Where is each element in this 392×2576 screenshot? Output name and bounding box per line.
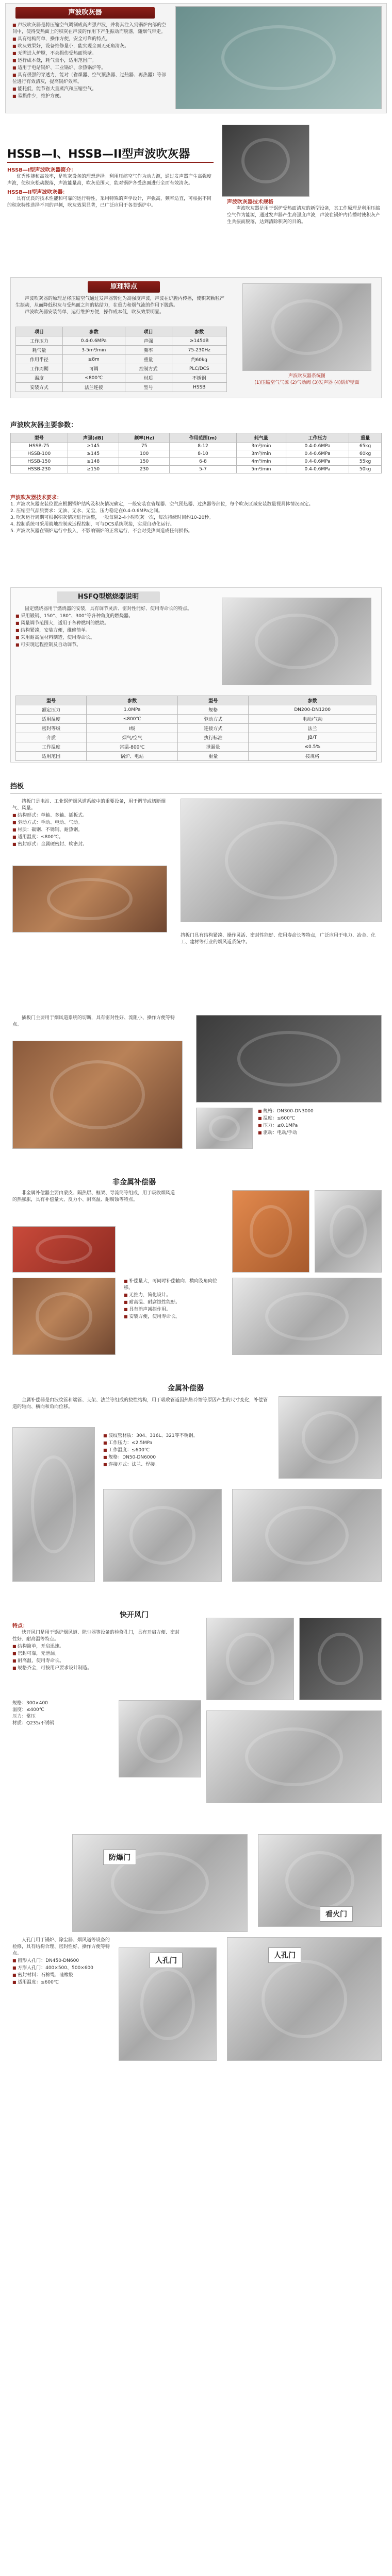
table-cell: 0.4-0.6MPa bbox=[62, 336, 125, 346]
spec-item: 温度：≤400℃ bbox=[12, 1707, 44, 1713]
table-cell: 介质 bbox=[16, 733, 87, 742]
principle-table bbox=[15, 327, 227, 392]
table-cell: 按规格 bbox=[249, 752, 377, 761]
table-cell: 0.4-0.6MPa bbox=[286, 443, 349, 450]
hsfq-table bbox=[15, 696, 377, 761]
section-manhole bbox=[0, 1834, 392, 2576]
metal-text bbox=[12, 1397, 270, 1411]
label-manhole-2: 人孔门 bbox=[268, 1947, 301, 1963]
note-item: 5. 声波吹灰器在锅炉运行中投入，不影响锅炉的正常运行，不会对受热面造成任何损伤。 bbox=[10, 529, 193, 534]
bullet-item: ■ 声波吹灰器是将压缩空气调制成高声强声波，并将其注入到锅炉内部的空间中，使得受热面上的积灰在声波的作用下产生振动而脱落，随烟气带走。 bbox=[12, 22, 167, 36]
table-cell: 控制方式 bbox=[125, 364, 172, 374]
table-header: 参数 bbox=[249, 696, 377, 705]
hsfq-title: HSFQ型燃烧器说明 bbox=[57, 591, 160, 603]
table-cell: 不锈钢 bbox=[172, 374, 226, 383]
principle-text bbox=[15, 296, 227, 316]
table-cell: 连接方式 bbox=[178, 724, 249, 733]
table-cell: 耗气量 bbox=[16, 346, 63, 355]
table-row bbox=[16, 383, 227, 392]
table-header-row bbox=[16, 696, 377, 705]
hssb-p1: 优秀性能和高效率，是吹灰设备的理想选择。利用压缩空气作为动力源，通过发声器产生高强度声波，使积灰松动脱落，声波能量高，吹灰范围大，能对锅炉各受热面进行全面有效清灰。 bbox=[7, 174, 212, 186]
table-cell: 4m³/min bbox=[236, 458, 286, 466]
principle-p2: 声波吹灰器安装简单，运行维护方便，操作成本低，吹灰效果明显。 bbox=[25, 310, 165, 315]
quick-door-photo-2 bbox=[299, 1618, 382, 1700]
table-row bbox=[16, 724, 377, 733]
table-cell: 规格 bbox=[178, 705, 249, 715]
table-cell: 约60kg bbox=[172, 355, 226, 364]
quick-door-p1: 快开风门是用于锅炉烟风道、除尘器等设备的检修孔门，具有开启方便、密封性好、耐高温等特点。 bbox=[12, 1630, 180, 1642]
bullet-item: ■ 方形人孔门：400×500、500×600 bbox=[12, 1964, 110, 1972]
table-row bbox=[16, 705, 377, 715]
table-cell: 3-5m³/min bbox=[62, 346, 125, 355]
diagram-caption-title: 声波吹灰器系统图 bbox=[288, 374, 325, 379]
damper-p2: 挡板门具有结构紧凑、操作灵活、密封性能好、使用寿命长等特点，广泛应用于电力、冶金、化工、建材等行业的烟风道系统中。 bbox=[181, 933, 376, 945]
hsfq-table-body bbox=[16, 705, 377, 761]
table-cell: 3m³/min bbox=[236, 450, 286, 458]
table-header: 频率(Hz) bbox=[119, 433, 170, 443]
table-cell: ≥8m bbox=[62, 355, 125, 364]
bullet-item: ■ 结构紧凑，安装方便，维修简单。 bbox=[15, 627, 211, 634]
nonmetal-p1: 非金属补偿器主要由蒙皮、隔热层、框架、导流筒等组成，用于吸收烟风道的热膨胀，具有补偿量大、反力小、耐高温、耐腐蚀等特点。 bbox=[12, 1191, 175, 1202]
section-divider bbox=[10, 793, 382, 794]
table-cell: 0.4-0.6MPa bbox=[286, 466, 349, 473]
bullet-item: ■ 耐高温、耐腐蚀性能好。 bbox=[124, 1299, 222, 1306]
table-row bbox=[11, 443, 382, 450]
table-row bbox=[16, 715, 377, 724]
section-title: 声波吹灰器 bbox=[15, 7, 155, 19]
table-header: 参数 bbox=[87, 696, 178, 705]
manhole-text bbox=[12, 1937, 110, 1986]
quick-door-title: 快开风门 bbox=[120, 1611, 149, 1619]
label-sight-door: 看火门 bbox=[320, 1906, 353, 1922]
table-cell: 150 bbox=[119, 458, 170, 466]
hsfq-text bbox=[15, 606, 211, 649]
table-cell: ≥145 bbox=[68, 443, 119, 450]
hssb-right-head: 声波吹灰器技术规格 bbox=[227, 199, 273, 205]
gate-photo-small bbox=[196, 1108, 253, 1149]
table-cell: ≤800℃ bbox=[62, 374, 125, 383]
table-row bbox=[11, 466, 382, 473]
hssb-device-photo bbox=[222, 125, 309, 197]
table-row bbox=[16, 374, 227, 383]
sound-blower-bullets bbox=[12, 22, 167, 100]
section-hssb bbox=[0, 124, 392, 258]
metal-photo-4 bbox=[232, 1489, 382, 1582]
table-cell: 230 bbox=[119, 466, 170, 473]
nonmetal-text bbox=[12, 1190, 177, 1204]
section-sound-blower bbox=[0, 0, 392, 116]
table-cell: 0.4-0.6MPa bbox=[286, 458, 349, 466]
table-cell: 执行标准 bbox=[178, 733, 249, 742]
principle-table-body bbox=[16, 336, 227, 392]
table-cell: ≤0.5% bbox=[249, 742, 377, 752]
table-header-row bbox=[16, 327, 227, 336]
nonmetal-photo-2 bbox=[12, 1278, 116, 1355]
bullet-item: ■ 具有消声减振作用。 bbox=[124, 1306, 222, 1313]
bullet-item: ■ 运行成本低，耗气量小，适用范围广。 bbox=[12, 57, 167, 64]
table-cell: 工作温度 bbox=[16, 742, 87, 752]
table-cell: 适用温度 bbox=[16, 715, 87, 724]
bullet-item: ■ 规格齐全，可按用户要求设计制造。 bbox=[12, 1665, 183, 1672]
sound-blower-installation-photo bbox=[175, 6, 382, 109]
hsfq-device-photo bbox=[222, 598, 371, 685]
quick-door-head: 特点： bbox=[12, 1623, 28, 1629]
hssb-sub1: HSSB—I型声波吹灰器简介： bbox=[7, 167, 76, 173]
quick-door-photo-1 bbox=[206, 1618, 294, 1700]
table-cell: 5m³/min bbox=[236, 466, 286, 473]
principle-p1: 声波吹灰器的原理是将压缩空气通过发声器转化为高强度声波，声波在炉膛内传播，使积灰颗粒产生振动，从而降低积灰与受热面之间的粘结力，在重力和烟气流的作用下脱落。 bbox=[15, 296, 225, 308]
manhole-photo-2 bbox=[227, 1937, 382, 2061]
bullet-item: ■ 吹灰效果好，设备维修量小，能实现全面无死角清灰。 bbox=[12, 43, 167, 50]
nonmetal-bullets bbox=[124, 1278, 222, 1320]
table-header: 型号 bbox=[11, 433, 68, 443]
bullet-item: ■ 可实现远程控制及自动调节。 bbox=[15, 641, 211, 649]
table-cell: ≥148 bbox=[68, 458, 119, 466]
table-cell: 100 bbox=[119, 450, 170, 458]
table-cell: ≥145dB bbox=[172, 336, 226, 346]
table-cell: JB/T bbox=[249, 733, 377, 742]
bullet-item: ■ 规格：DN50-DN6000 bbox=[103, 1454, 217, 1461]
table-cell: HSSB-230 bbox=[11, 466, 68, 473]
damper-photo-large bbox=[181, 799, 382, 922]
nonmetal-photo-5 bbox=[232, 1278, 382, 1355]
diagram-caption-note: (1)压缩空气气源 (2)气动阀 (3)发声器 (4)锅炉壁面 bbox=[254, 380, 360, 385]
gate-photo-dark bbox=[196, 1015, 382, 1103]
gate-p1: 插板门主要用于烟风道系统的切断，具有密封性好、流阻小、操作方便等特点。 bbox=[12, 1015, 175, 1027]
section-nonmetal-comp bbox=[0, 1175, 392, 1370]
bullet-item: ■ 波纹管材质：304、316L、321等不锈钢。 bbox=[103, 1432, 217, 1439]
hssb-right-para: 声波吹灰器是用于锅炉受热面清灰的新型设备，其工作原理是利用压缩空气作为能源，通过发声器产生高强度声波，声波在锅炉内传播时使积灰产生共振而脱落，达到清除积灰的目的。 bbox=[227, 206, 381, 225]
note-item: 1. 声波吹灰器安装位置应根据锅炉结构及积灰情况确定，一般安装在省煤器、空气预热器、过热器等部位，每个吹灰区域安装数量视具体情况而定。 bbox=[10, 502, 314, 507]
table-cell: HSSB-150 bbox=[11, 458, 68, 466]
table-cell: 5-7 bbox=[170, 466, 236, 473]
table-row bbox=[11, 458, 382, 466]
table-cell: 电动/气动 bbox=[249, 715, 377, 724]
hssb-description bbox=[7, 167, 214, 209]
table-row bbox=[16, 742, 377, 752]
table-cell: 工作周期 bbox=[16, 364, 63, 374]
hssb-title: HSSB—I、HSSB—II型声波吹灰器 bbox=[7, 148, 190, 161]
table-header: 型号 bbox=[16, 696, 87, 705]
section-metal-comp bbox=[0, 1381, 392, 1597]
spec-item: 规格：300×400 bbox=[12, 1701, 48, 1706]
bullet-item: ■ 耐高温，使用寿命长。 bbox=[12, 1657, 183, 1665]
manhole-p1: 人孔门用于锅炉、除尘器、烟风道等设备的检修，具有结构合理、密封性好、操作方便等特点。 bbox=[12, 1938, 110, 1956]
quick-door-text bbox=[12, 1623, 183, 1672]
table-header: 作用范围(m) bbox=[170, 433, 236, 443]
bullet-item: ■ 规格：DN300-DN3000 bbox=[258, 1108, 382, 1115]
note-item: 4. 控制系统可采用就地控制或远程控制，可与DCS系统联接，实现自动化运行。 bbox=[10, 522, 175, 527]
table-row bbox=[16, 364, 227, 374]
explosion-door-photo bbox=[72, 1834, 248, 1932]
bullet-item: ■ 密封材料：石棉绳、硅橡胶 bbox=[12, 1972, 110, 1979]
bullet-item: ■ 驱动方式：手动、电动、气动。 bbox=[12, 819, 167, 826]
table-cell: 频率 bbox=[125, 346, 172, 355]
table-cell: ≥150 bbox=[68, 466, 119, 473]
label-explosion-door: 防爆门 bbox=[103, 1850, 136, 1865]
table-cell: 1.0MPa bbox=[87, 705, 178, 715]
table-cell: 8-12 bbox=[170, 443, 236, 450]
table-cell: 0.4-0.6MPa bbox=[286, 450, 349, 458]
damper-text bbox=[12, 799, 167, 848]
table-cell: Ⅰ级 bbox=[87, 724, 178, 733]
table-cell: 65kg bbox=[349, 443, 382, 450]
gate-specs bbox=[258, 1108, 382, 1137]
nonmetal-photo-4 bbox=[315, 1190, 382, 1273]
damper-photo-small bbox=[12, 866, 167, 933]
bullet-item: ■ 无推力，简化设计。 bbox=[124, 1292, 222, 1299]
table-cell: 适用范围 bbox=[16, 752, 87, 761]
bullet-item: ■ 采用耐高温材料制造，使用寿命长。 bbox=[15, 634, 211, 641]
bullet-item: ■ 能耗低，能节省大量蒸汽和压缩空气。 bbox=[12, 86, 167, 93]
bullet-item: ■ 适用温度：≤600℃ bbox=[12, 1979, 110, 1986]
table-cell: HSSB bbox=[172, 383, 226, 392]
params-table-body bbox=[11, 443, 382, 473]
table-cell: 驱动方式 bbox=[178, 715, 249, 724]
bullet-item: ■ 安装方便，使用寿命长。 bbox=[124, 1313, 222, 1320]
table-header: 项目 bbox=[16, 327, 63, 336]
table-cell: 型号 bbox=[125, 383, 172, 392]
table-cell: 温度 bbox=[16, 374, 63, 383]
table-cell: DN200-DN1200 bbox=[249, 705, 377, 715]
table-cell: 50kg bbox=[349, 466, 382, 473]
table-cell: 3m³/min bbox=[236, 443, 286, 450]
damper-p1: 挡板门是电站、工业锅炉烟风道系统中的重要设备，用于调节或切断烟气、风量。 bbox=[12, 799, 166, 811]
bullet-item: ■ 结构简单，开启迅速。 bbox=[12, 1643, 183, 1650]
bullet-item: ■ 工作压力：≤2.5MPa bbox=[103, 1439, 217, 1447]
table-row bbox=[16, 336, 227, 346]
table-cell: 法兰连接 bbox=[62, 383, 125, 392]
quick-door-specs bbox=[12, 1700, 116, 1727]
nonmetal-photo-1 bbox=[12, 1226, 116, 1273]
gate-photo-rust bbox=[12, 1041, 183, 1149]
section-params bbox=[0, 412, 392, 577]
table-row bbox=[16, 355, 227, 364]
table-header: 声强(dB) bbox=[68, 433, 119, 443]
table-header: 耗气量 bbox=[236, 433, 286, 443]
section-damper bbox=[0, 778, 392, 999]
gate-text bbox=[12, 1015, 183, 1028]
note-item: 2. 压缩空气品质要求：无油、无水、无尘，压力稳定在0.4-0.6MPa之间。 bbox=[10, 509, 163, 514]
table-header: 重量 bbox=[349, 433, 382, 443]
table-cell: 额定压力 bbox=[16, 705, 87, 715]
quick-door-drawing bbox=[119, 1700, 201, 1777]
label-manhole-1: 人孔门 bbox=[150, 1953, 183, 1968]
table-row bbox=[16, 733, 377, 742]
table-cell: 法兰 bbox=[249, 724, 377, 733]
note-item: 3. 吹灰运行周期可根据积灰情况进行调整，一般每隔2-4小时吹灰一次，每次持续时间约10-20秒。 bbox=[10, 515, 214, 520]
table-cell: 常温-800℃ bbox=[87, 742, 178, 752]
title-underline bbox=[7, 162, 214, 163]
diagram-caption bbox=[242, 373, 371, 386]
table-header: 型号 bbox=[178, 696, 249, 705]
hssb-right-text bbox=[227, 199, 382, 226]
table-cell: 泄漏量 bbox=[178, 742, 249, 752]
table-cell: ≥145 bbox=[68, 450, 119, 458]
table-cell: 材质 bbox=[125, 374, 172, 383]
table-cell: 55kg bbox=[349, 458, 382, 466]
bullet-item: ■ 无需进入炉膛，不会损伤受热面管壁。 bbox=[12, 50, 167, 57]
section-hsfq bbox=[0, 587, 392, 768]
table-cell: PLC/DCS bbox=[172, 364, 226, 374]
metal-photo-1 bbox=[12, 1427, 95, 1582]
bullet-item: ■ 压力：≤0.1MPa bbox=[258, 1122, 382, 1129]
table-cell: 安装方式 bbox=[16, 383, 63, 392]
table-cell: 60kg bbox=[349, 450, 382, 458]
nonmetal-photo-3 bbox=[232, 1190, 309, 1273]
bullet-item: ■ 工作温度：≤600℃ bbox=[103, 1447, 217, 1454]
metal-title: 金属补偿器 bbox=[168, 1384, 204, 1393]
section-principle bbox=[0, 273, 392, 402]
table-row bbox=[11, 450, 382, 458]
system-diagram bbox=[242, 283, 371, 371]
table-cell: 重量 bbox=[178, 752, 249, 761]
bullet-item: ■ 圆形人孔门：DN450-DN600 bbox=[12, 1957, 110, 1964]
table-row bbox=[16, 752, 377, 761]
bullet-item: ■ 温度：≤600℃ bbox=[258, 1115, 382, 1122]
params-notes bbox=[10, 495, 382, 535]
section-quick-door bbox=[0, 1607, 392, 1824]
nonmetal-title: 非金属补偿器 bbox=[112, 1178, 156, 1187]
table-header: 参数 bbox=[172, 327, 226, 336]
table-cell: 75 bbox=[119, 443, 170, 450]
table-cell: 烟气/空气 bbox=[87, 733, 178, 742]
table-cell: HSSB-75 bbox=[11, 443, 68, 450]
table-header-row bbox=[11, 433, 382, 443]
quick-door-photo-3 bbox=[206, 1710, 382, 1803]
bullet-item: ■ 密封形式：金属硬密封、软密封。 bbox=[12, 841, 167, 848]
table-cell: 密封等级 bbox=[16, 724, 87, 733]
bullet-item: ■ 具有很强的穿透力，能对（省煤器、空气预热器、过热器、再热器）等部位进行有效清灰，提高锅炉效率。 bbox=[12, 72, 167, 86]
table-header: 工作压力 bbox=[286, 433, 349, 443]
params-title: 声波吹灰器主要参数： bbox=[10, 421, 78, 429]
params-table bbox=[10, 433, 382, 473]
table-cell: 75-230Hz bbox=[172, 346, 226, 355]
metal-photo-2 bbox=[103, 1489, 222, 1582]
table-cell: 8-10 bbox=[170, 450, 236, 458]
section-gate bbox=[0, 1010, 392, 1164]
hssb-sub2: HSSB—II型声波吹灰器： bbox=[7, 190, 68, 195]
metal-p1: 金属补偿器是由波纹管和端管、支架、法兰等组成的挠性结构，用于吸收管道因热胀冷缩等原因产生的尺寸变化，补偿管道的轴向、横向和角向位移。 bbox=[12, 1398, 268, 1410]
hsfq-intro: 固定燃烧器用于燃烧器的安装，具有调节灵活、密封性能好、使用寿命长的特点。 bbox=[25, 606, 192, 612]
table-cell: 6-8 bbox=[170, 458, 236, 466]
bullet-item: ■ 适用于电站锅炉、工业锅炉、余热锅炉等。 bbox=[12, 64, 167, 72]
bullet-item: ■ 结构形式：单轴、多轴、插板式。 bbox=[12, 812, 167, 819]
bullet-item: ■ 采用锻钢、150°、180°、300°等各种角度的燃烧器。 bbox=[15, 613, 211, 620]
table-cell: 工作压力 bbox=[16, 336, 63, 346]
metal-photo-3 bbox=[279, 1396, 382, 1479]
bullet-item: ■ 适用温度：≤800℃。 bbox=[12, 834, 167, 841]
bullet-item: ■ 具有结构简单，操作方便，安全可靠的特点。 bbox=[12, 36, 167, 43]
bullet-item: ■ 补偿量大，可同时补偿轴向、横向及角向位移。 bbox=[124, 1278, 222, 1292]
damper-title: 挡板 bbox=[10, 783, 24, 790]
table-header: 项目 bbox=[125, 327, 172, 336]
table-cell: ≤800℃ bbox=[87, 715, 178, 724]
table-cell: 声强 bbox=[125, 336, 172, 346]
table-cell: 重量 bbox=[125, 355, 172, 364]
table-cell: HSSB-100 bbox=[11, 450, 68, 458]
params-notes-head: 声波吹灰器技术要求： bbox=[10, 495, 62, 501]
bullet-item: ■ 连接方式：法兰、焊接。 bbox=[103, 1461, 217, 1468]
table-cell: 可调 bbox=[62, 364, 125, 374]
hssb-p2: 具有优良的技术性能和可靠的运行特性，采用特殊的声学设计，声强高，频率适宜，可根据不同的积灰特性选择不同的声频，吹灰效果显著，已广泛应用于各类锅炉中。 bbox=[7, 196, 212, 208]
bullet-item: ■ 驱动：电动/手动 bbox=[258, 1129, 382, 1137]
metal-bullets bbox=[103, 1432, 217, 1468]
table-header: 参数 bbox=[62, 327, 125, 336]
bullet-item: ■ 易损件少，维护方便。 bbox=[12, 93, 167, 100]
table-cell: 锅炉、电站 bbox=[87, 752, 178, 761]
bullet-item: ■ 密封可靠，无泄漏。 bbox=[12, 1650, 183, 1657]
spec-item: 压力：常压 bbox=[12, 1714, 36, 1719]
table-cell: 作用半径 bbox=[16, 355, 63, 364]
principle-title: 原理特点 bbox=[88, 281, 160, 293]
table-row bbox=[16, 346, 227, 355]
spec-item: 材质：Q235/不锈钢 bbox=[12, 1721, 55, 1726]
bullet-item: ■ 材质：碳钢、不锈钢、耐热钢。 bbox=[12, 826, 167, 834]
bullet-item: ■ 风量调节范围大，适用于各种燃料的燃烧。 bbox=[15, 620, 211, 627]
